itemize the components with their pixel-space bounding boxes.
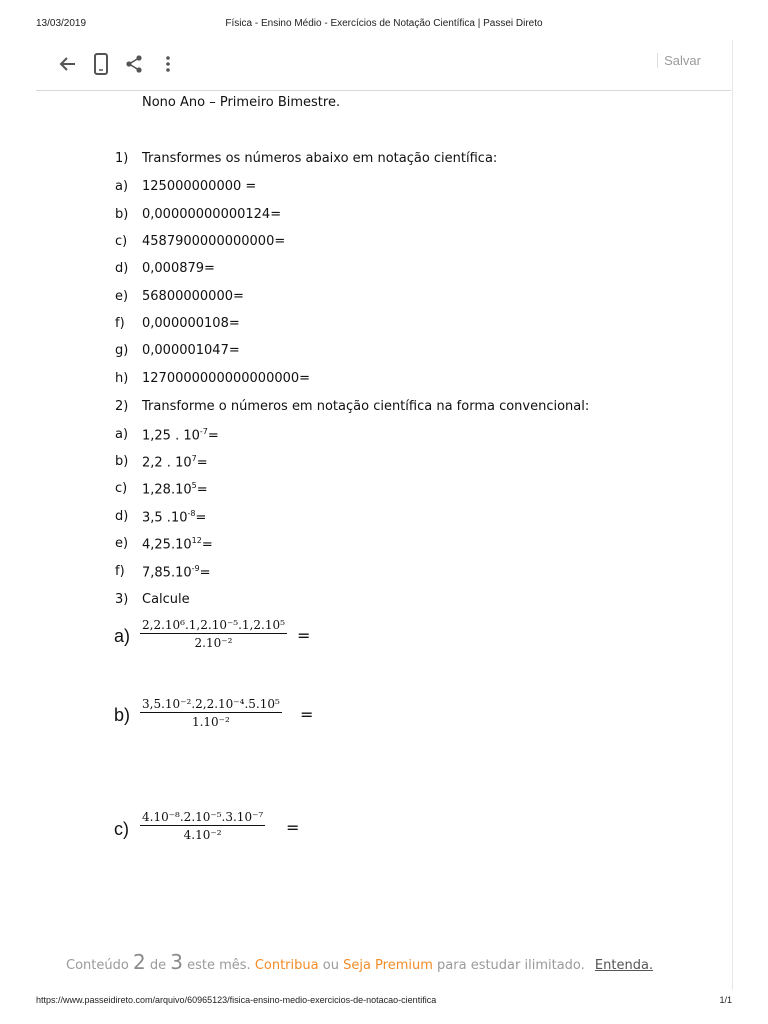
item-label: d) [115,261,129,276]
item-label: b) [115,207,129,222]
viewer-toolbar [36,40,731,91]
document-subtitle: Nono Ano – Primeiro Bimestre. [142,95,341,110]
question-number: 1) [115,151,129,166]
back-arrow-icon[interactable] [54,50,82,78]
fraction [140,697,282,729]
question-text: Calcule [142,592,190,607]
more-vertical-icon[interactable] [154,50,182,78]
item-label: g) [115,343,129,358]
equals-sign: = [300,705,314,724]
print-title: Física - Ensino Médio - Exercícios de Notação Científica | Passei Direto [225,18,543,29]
banner-prefix: Conteúdo [66,958,129,973]
item-text: 56800000000= [142,289,244,304]
item-label: a) [115,179,129,194]
print-url: https://www.passeidireto.com/arquivo/60965123/fisica-ensino-medio-exercicios-de-notacao-cientifica [36,995,437,1005]
calc-label: a) [114,626,131,646]
item-text: 4587900000000000= [142,234,286,249]
item-label: d) [115,509,129,524]
question-text: Transformes os números abaixo em notação científica: [142,151,498,166]
equals-sign: = [286,818,300,837]
item-expression: $7,85.10^{-9}=$ [142,564,211,581]
item-text: 0,00000000000124= [142,207,282,222]
item-expression: $1,28.10^5=$ [142,481,208,498]
fraction [140,618,287,650]
item-label: e) [115,289,129,304]
item-label: c) [115,234,128,249]
item-expression: 2,2 . $10^7=$ [142,454,208,471]
learn-more-link[interactable]: Entenda. [594,958,654,973]
item-label: a) [115,427,129,442]
item-text: 0,000000108= [142,316,240,331]
page-edge [732,40,733,990]
question-number: 3) [115,592,129,607]
contribute-link[interactable]: Contribua [254,958,319,973]
print-page-number: 1/1 [719,995,732,1005]
fraction-denominator: 4.10⁻² [183,828,222,842]
fraction-numerator: 2,2.10⁶.1,2.10⁻⁵.1,2.10⁵ [142,618,285,632]
item-text: 125000000000 = [142,179,257,194]
content-limit-banner [66,950,653,974]
item-text: 0,000001047= [142,343,240,358]
item-label: f) [115,316,125,331]
fraction-numerator: 4.10⁻⁸.2.10⁻⁵.3.10⁻⁷ [142,810,264,824]
mobile-icon[interactable] [87,50,115,78]
item-expression: 3,5 $.10^{-8}=$ [142,509,207,526]
item-expression: 1,25 . $10^{-7}=$ [142,427,219,444]
item-label: c) [115,481,128,496]
banner-of: de [149,958,167,973]
item-label: h) [115,371,129,386]
item-label: e) [115,536,129,551]
item-text: 0,000879= [142,261,215,276]
item-label: f) [115,564,125,579]
fraction-denominator: 2.10⁻² [194,636,233,650]
banner-suffix: este mês. [187,958,251,973]
banner-total: 3 [170,950,183,974]
item-label: b) [115,454,129,469]
banner-or: ou [322,958,339,973]
fraction-denominator: 1.10⁻² [191,715,230,729]
fraction-numerator: 3,5.10⁻².2,2.10⁻⁴.5.10⁵ [142,697,280,711]
calc-label: b) [114,705,131,725]
item-text: 1270000000000000000= [142,371,311,386]
calc-label: c) [114,819,129,839]
share-icon[interactable] [120,50,148,78]
fraction [140,810,265,842]
banner-tail: para estudar ilimitado. [437,958,585,973]
question-text: Transforme o números em notação científica na forma convencional: [142,399,590,414]
premium-link[interactable]: Seja Premium [343,958,433,973]
item-expression: $4,25.10^{12}=$ [142,536,213,553]
print-date: 13/03/2019 [36,18,87,29]
question-number: 2) [115,399,129,414]
banner-count: 2 [132,950,146,974]
save-button[interactable]: Salvar [657,53,701,68]
equals-sign: = [297,626,311,645]
